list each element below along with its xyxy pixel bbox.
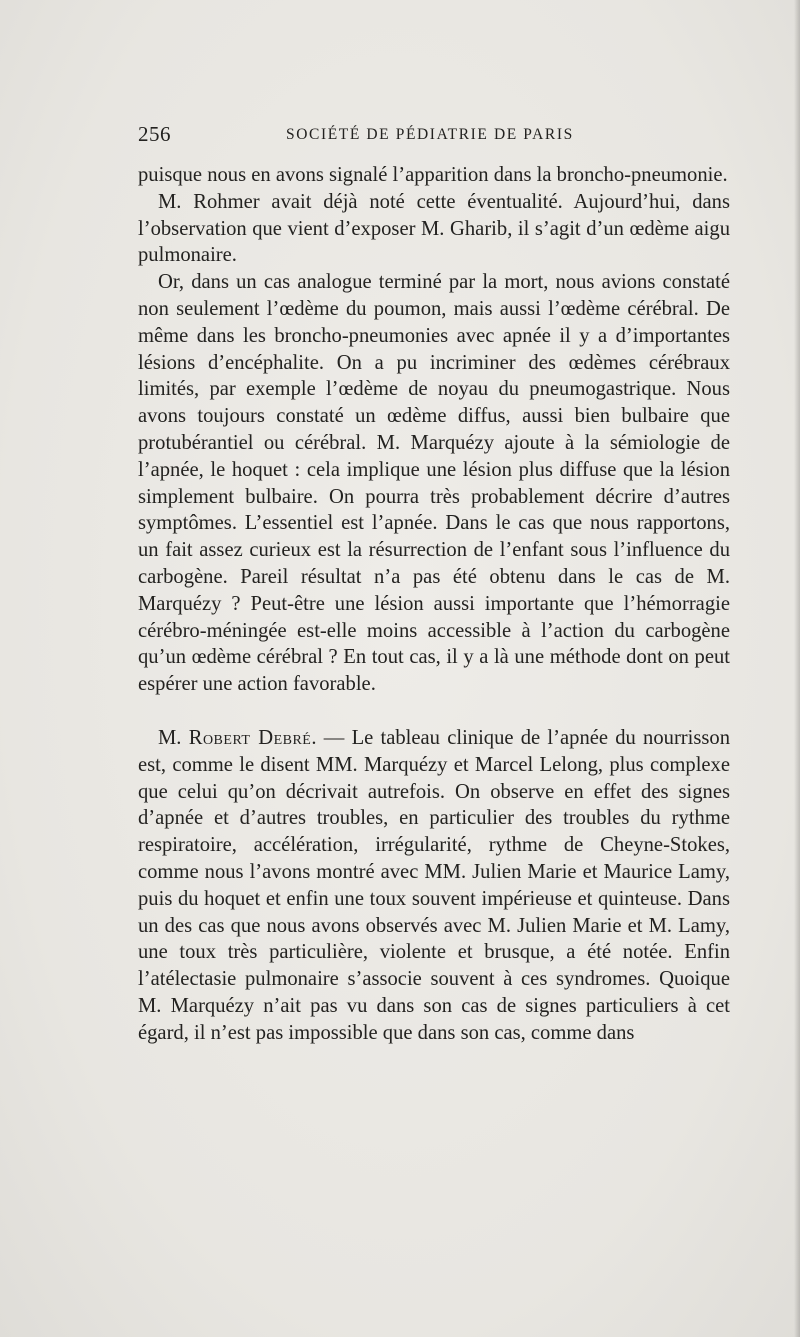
speaker-prefix: M. (158, 726, 182, 749)
page-number: 256 (138, 122, 171, 146)
paragraph-continuation: puisque nous en avons signalé l’apparition dans la broncho-pneumonie. (138, 164, 728, 186)
running-header (138, 122, 730, 152)
paragraph-rohmer: M. Rohmer avait déjà noté cette éventualité. Aujourd’hui, dans l’observation que vient d’exposer M. Gharib, il s’agit d’un œdème aigu pulmonaire. (138, 190, 730, 267)
body-text (138, 162, 730, 1047)
speaker-name: Robert Debré (188, 726, 312, 749)
speaker-text: Le tableau clinique de l’apnée du nourrisson est, comme le disent MM. Marquézy et Marcel Lelong, plus complexe que celui qu’on décrivait autrefois. On observe en effet des signes d’apnée et d’autres troubles, en particulier des troubles du rythme respiratoire, accélération, irrégularité, rythme de Cheyne-Stokes, comme nous l’avons montré avec MM. Julien Marie et Maurice Lamy, puis du hoquet et enfin une toux souvent impérieuse et quinteuse. Dans un des cas que nous avons observés avec M. Julien Marie et M. Lamy, une toux très particulière, violente et brusque, a été notée. Enfin l’atélectasie pulmonaire s’associe souvent à ces syndromes. Quoique M. Marquézy n’ait pas vu dans son cas de signes particuliers à cet égard, il n’est pas impossible que dans son cas, comme dans (138, 726, 731, 1044)
paragraph-oedeme: Or, dans un cas analogue terminé par la mort, nous avions constaté non seulement l’œdème du poumon, mais aussi l’œdème cérébral. De même dans les broncho-pneumonies avec apnée il y a d’importantes lésions d’encéphalite. On a pu incriminer des œdèmes cérébraux limités, par exemple l’œdème de noyau du pneumogastrique. Nous avons toujours constaté un œdème diffus, aussi bien bulbaire que protubérantiel ou cérébral. M. Marquézy ajoute à la sémiologie de l’apnée, le hoquet : cela implique une lésion plus diffuse que la lésion simplement bulbaire. On pourra très probablement décrire d’autres symptômes. L’essentiel est l’apnée. Dans le cas que nous rapportons, un fait assez curieux est la résurrection de l’enfant sous l’influence du carbogène. Pareil résultat n’a pas été obtenu dans le cas de M. Marquézy ? Peut-être une lésion aussi importante que l’hémorragie cérébro-méningée est-elle moins accessible à l’action du carbogène qu’un œdème cérébral ? En tout cas, il y a là une méthode dont on peut espérer une action favorable. (138, 271, 730, 696)
paragraph-debre (138, 725, 730, 1047)
journal-title: SOCIÉTÉ DE PÉDIATRIE DE PARIS (286, 126, 574, 143)
speaker-separator: . — (311, 726, 345, 749)
page-edge-shadow (794, 0, 800, 1337)
